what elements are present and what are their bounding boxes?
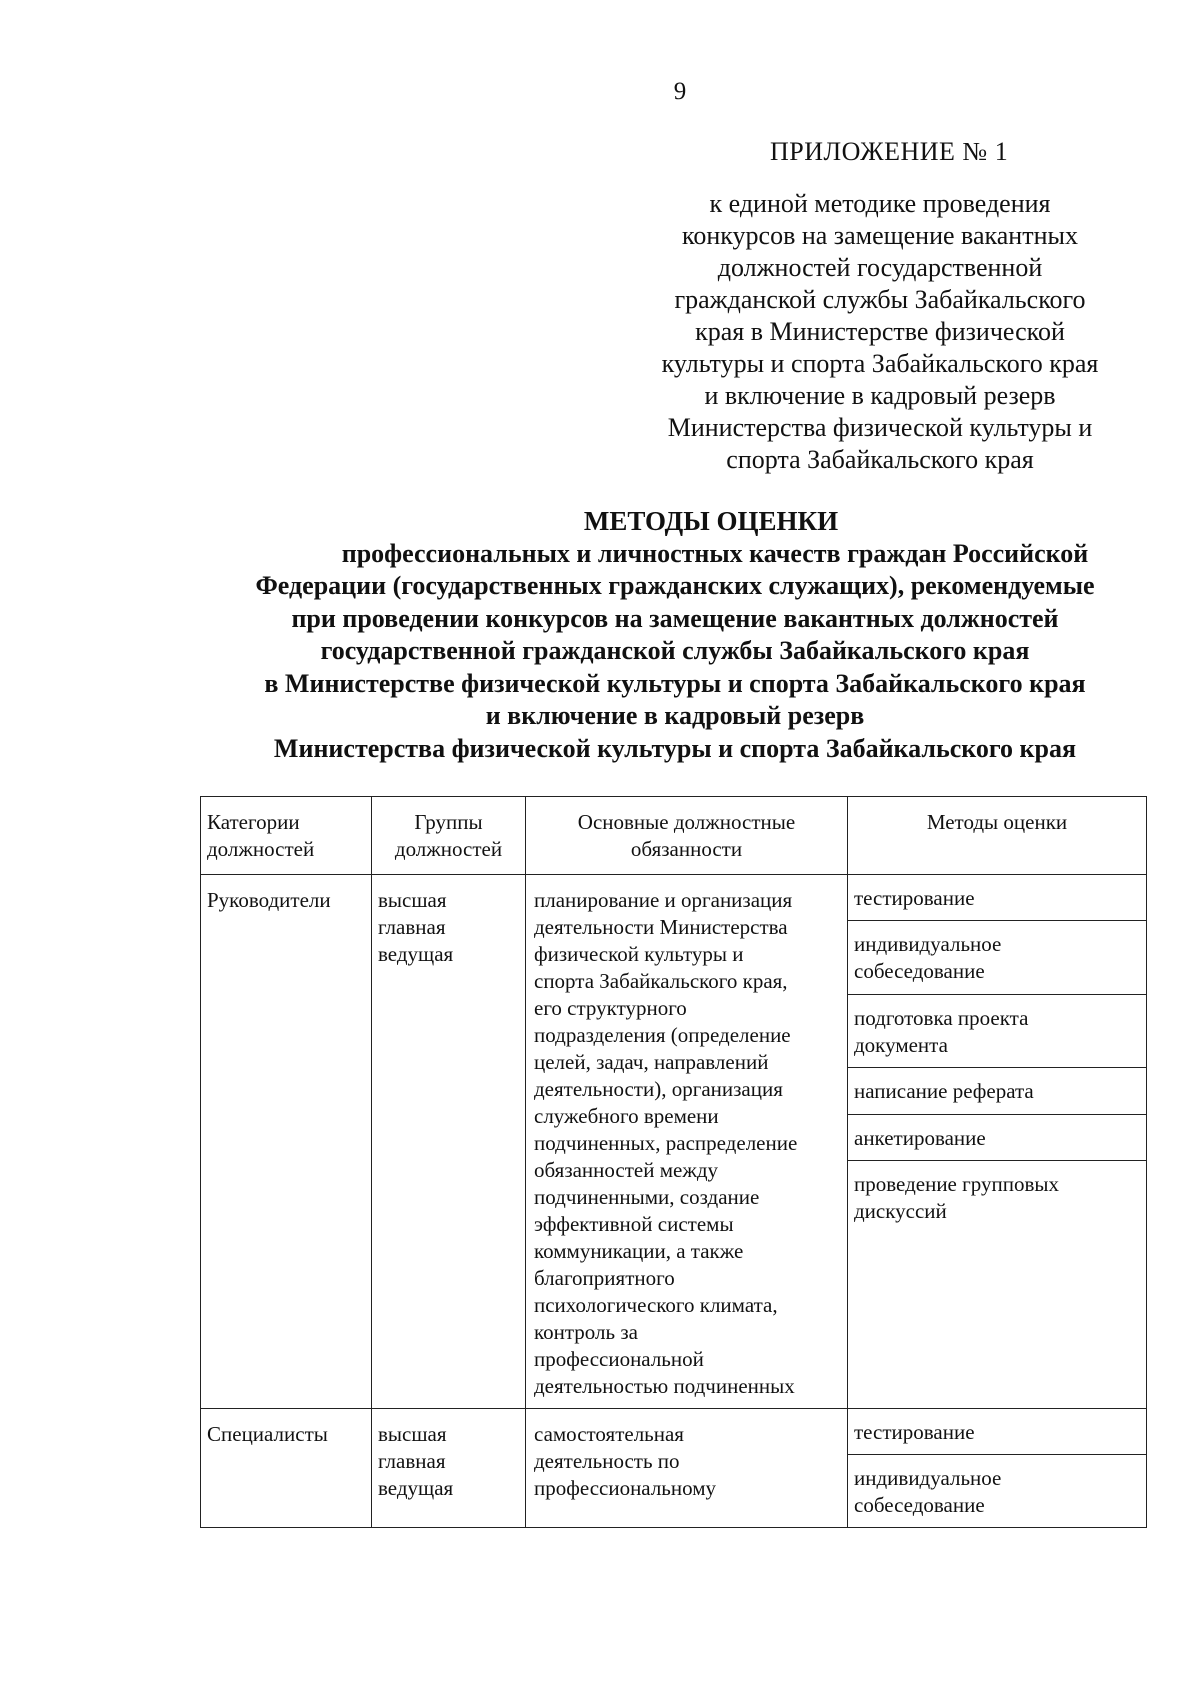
method-cell: анкетирование xyxy=(848,1114,1147,1160)
appendix-title: ПРИЛОЖЕНИЕ № 1 xyxy=(770,137,1009,166)
appendix-line: края в Министерстве физической xyxy=(695,317,1065,346)
heading-line: в Министерстве физической культуры и спорта Забайкальского края xyxy=(264,668,1086,698)
method-cell: подготовка проекта документа xyxy=(848,994,1147,1068)
heading-line: и включение в кадровый резерв xyxy=(485,701,865,730)
page-number: 9 xyxy=(673,78,687,105)
groups-cell: высшая главная ведущая xyxy=(372,875,526,1409)
groups-cell: высшая главная ведущая xyxy=(372,1409,526,1528)
appendix-line: должностей государственной xyxy=(717,253,1043,282)
document-heading xyxy=(140,505,1200,765)
table-header-row xyxy=(201,797,1147,875)
appendix-line: конкурсов на замещение вакантных xyxy=(682,221,1078,250)
heading-title: МЕТОДЫ ОЦЕНКИ xyxy=(583,506,839,536)
table-row xyxy=(201,1409,1147,1455)
appendix-line: и включение в кадровый резерв xyxy=(704,381,1056,410)
method-cell: тестирование xyxy=(848,1409,1147,1455)
duties-cell: самостоятельная деятельность по профессиональному xyxy=(526,1409,848,1528)
appendix-line: спорта Забайкальского края xyxy=(726,445,1034,474)
method-cell: индивидуальное собеседование xyxy=(848,921,1147,995)
appendix-line: гражданской службы Забайкальского xyxy=(674,285,1086,314)
category-cell: Специалисты xyxy=(201,1409,372,1528)
appendix-line: Министерства физической культуры и xyxy=(667,413,1093,442)
appendix-line: культуры и спорта Забайкальского края xyxy=(661,349,1099,378)
table-row xyxy=(201,875,1147,921)
heading-line: профессиональных и личностных качеств граждан Российской xyxy=(341,538,1089,568)
heading-line: Федерации (государственных гражданских служащих), рекомендуемые xyxy=(255,571,1095,600)
method-cell: написание реферата xyxy=(848,1068,1147,1114)
appendix-description xyxy=(630,188,1130,476)
heading-line: Министерства физической культуры и спорта Забайкальского края xyxy=(273,733,1077,763)
appendix-line: к единой методике проведения xyxy=(709,189,1051,218)
header-duties: Основные должностные обязанности xyxy=(526,797,848,875)
method-cell: индивидуальное собеседование xyxy=(848,1455,1147,1528)
header-categories: Категории должностей xyxy=(201,797,372,875)
category-cell: Руководители xyxy=(201,875,372,1409)
duties-cell: планирование и организация деятельности Министерства физической культуры и спорта Забайкальского края, его структурного подразделения (определение целей, задач, направлений деятельности), организация служебного времени подчиненных, распределение обязанностей между подчиненными, создание эффективной системы коммуникации, а также благоприятного психологического климата, контроль за профессиональной деятельностью подчиненных xyxy=(526,875,848,1409)
heading-line: при проведении конкурсов на замещение вакантных должностей xyxy=(291,603,1059,633)
method-cell: тестирование xyxy=(848,875,1147,921)
header-groups: Группы должностей xyxy=(372,797,526,875)
heading-line: государственной гражданской службы Забайкальского края xyxy=(320,636,1030,665)
methods-table xyxy=(200,796,1147,1528)
method-cell: проведение групповых дискуссий xyxy=(848,1161,1147,1409)
header-methods: Методы оценки xyxy=(848,797,1147,875)
